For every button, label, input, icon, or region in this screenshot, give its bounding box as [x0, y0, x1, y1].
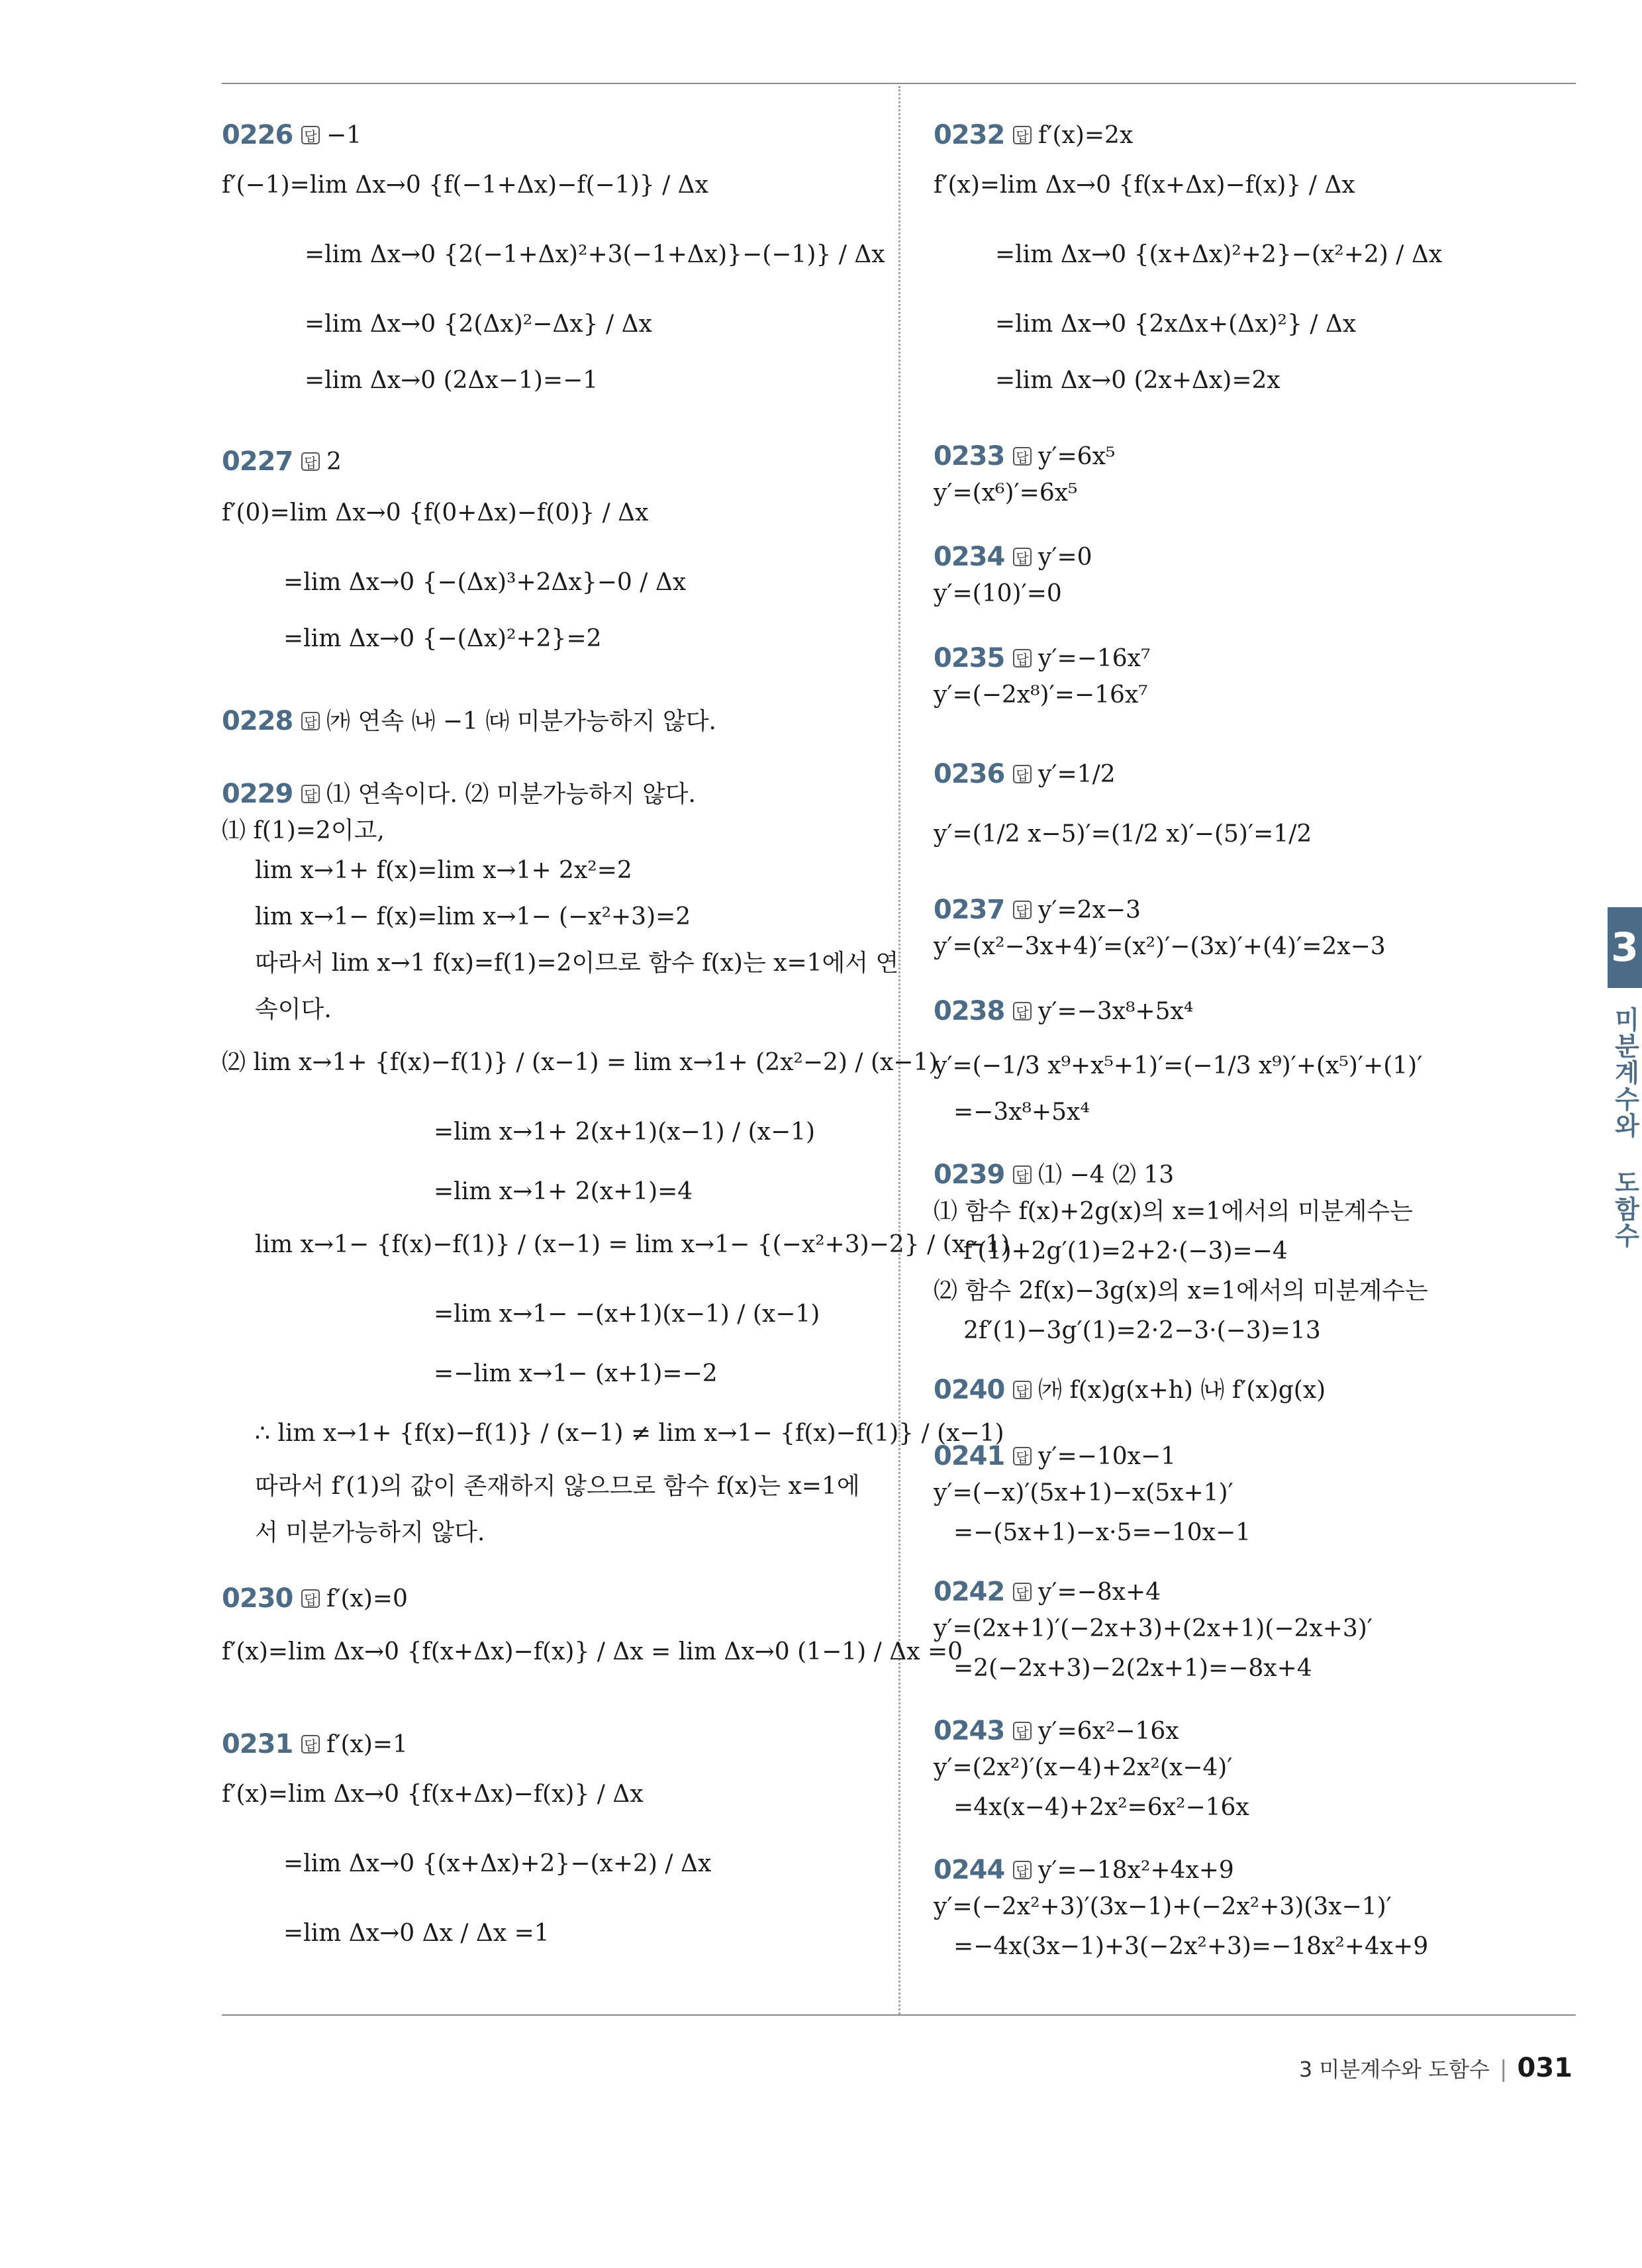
problem-number: 0243	[934, 1716, 1005, 1746]
solution-line: 속이다.	[255, 996, 332, 1023]
answer-line	[1013, 1578, 1161, 1607]
answer-badge-icon: 답	[301, 126, 320, 144]
answer-badge-icon: 답	[1013, 1381, 1032, 1399]
answer-badge-icon: 답	[301, 785, 320, 803]
answer-line	[301, 121, 362, 150]
answer-line	[301, 1730, 408, 1759]
answer-line	[1013, 1856, 1234, 1885]
footer-separator: |	[1499, 2056, 1508, 2083]
answer-line	[301, 780, 696, 809]
answer-value: y′=1/2	[1038, 761, 1116, 788]
answer-value: y′=−16x⁷	[1038, 645, 1151, 672]
problem-number: 0226	[222, 120, 293, 150]
problem-number: 0229	[222, 779, 293, 809]
answer-badge-icon: 답	[1013, 447, 1032, 466]
solution-line: =lim Δx→0 {(x+Δx)+2}−(x+2) / Δx	[283, 1850, 712, 1877]
solution-line: =2(−2x+3)−2(2x+1)=−8x+4	[953, 1655, 1312, 1682]
solution-line: 따라서 f′(1)의 값이 존재하지 않으므로 함수 f(x)는 x=1에	[255, 1473, 860, 1500]
answer-badge-icon: 답	[1013, 765, 1032, 783]
solution-line: y′=(x²−3x+4)′=(x²)′−(3x)′+(4)′=2x−3	[934, 933, 1386, 960]
problem-number: 0231	[222, 1729, 293, 1759]
answer-value: ㈎ f(x)g(x+h) ㈏ f′(x)g(x)	[1038, 1377, 1326, 1404]
solution-line: lim x→1− {f(x)−f(1)} / (x−1) = lim x→1− {(−x²+3)−2} / (x−1)	[255, 1231, 1010, 1258]
solution-line: =−(5x+1)−x·5=−10x−1	[953, 1519, 1251, 1546]
problem-number: 0238	[934, 996, 1005, 1026]
solution-line: ⑵ lim x→1+ {f(x)−f(1)} / (x−1) = lim x→1+ (2x²−2) / (x−1)	[222, 1049, 938, 1076]
solution-line: f′(x)=lim Δx→0 {f(x+Δx)−f(x)} / Δx	[934, 172, 1355, 199]
answer-value: y′=6x²−16x	[1038, 1718, 1179, 1745]
answer-value: y′=−8x+4	[1038, 1579, 1161, 1606]
answer-line	[301, 448, 342, 477]
answer-value: −1	[326, 122, 362, 149]
solution-line: =lim Δx→0 {−(Δx)²+2}=2	[283, 625, 602, 652]
answer-line	[301, 707, 716, 736]
answer-badge-icon: 답	[1013, 548, 1032, 566]
solution-line: =lim Δx→0 Δx / Δx =1	[283, 1920, 550, 1947]
problem-number: 0234	[934, 542, 1005, 572]
problem-number: 0239	[934, 1159, 1005, 1190]
solution-line: y′=(x⁶)′=6x⁵	[934, 479, 1078, 507]
problem-number: 0241	[934, 1441, 1005, 1471]
problem-number: 0227	[222, 446, 293, 477]
problem-number: 0232	[934, 120, 1005, 150]
page-footer	[1299, 2053, 1572, 2083]
answer-line	[1013, 760, 1116, 789]
solution-line: y′=(−2x²+3)′(3x−1)+(−2x²+3)(3x−1)′	[934, 1893, 1392, 1920]
solution-line: =lim Δx→0 (2Δx−1)=−1	[305, 367, 599, 394]
solution-line: =lim x→1+ 2(x+1)=4	[434, 1178, 693, 1205]
answer-badge-icon: 답	[301, 1735, 320, 1753]
answer-line	[1013, 442, 1115, 471]
answer-value: y′=2x−3	[1038, 897, 1141, 924]
solution-line: 따라서 lim x→1 f(x)=f(1)=2이므로 함수 f(x)는 x=1에서 연	[255, 950, 899, 977]
solution-line: =−4x(3x−1)+3(−2x²+3)=−18x²+4x+9	[953, 1933, 1429, 1960]
problem-number: 0240	[934, 1375, 1005, 1405]
chapter-tab: 3	[1608, 907, 1642, 988]
problem-number: 0228	[222, 706, 293, 736]
solution-line: =lim Δx→0 {(x+Δx)²+2}−(x²+2) / Δx	[995, 241, 1443, 268]
solution-line: =−lim x→1− (x+1)=−2	[434, 1360, 718, 1387]
solution-line: =4x(x−4)+2x²=6x²−16x	[953, 1794, 1249, 1821]
answer-value: ⑴ −4 ⑵ 13	[1038, 1161, 1175, 1189]
solution-line: =lim x→1− −(x+1)(x−1) / (x−1)	[434, 1301, 820, 1328]
solution-line: y′=(2x+1)′(−2x+3)+(2x+1)(−2x+3)′	[934, 1615, 1373, 1642]
solution-line: =lim x→1+ 2(x+1)(x−1) / (x−1)	[434, 1118, 816, 1146]
answer-value: ㈎ 연속 ㈏ −1 ㈐ 미분가능하지 않다.	[326, 708, 716, 735]
solution-line: ⑴ f(1)=2이고,	[222, 817, 385, 844]
answer-value: f′(x)=0	[326, 1585, 408, 1612]
solution-line: y′=(2x²)′(x−4)+2x²(x−4)′	[934, 1754, 1233, 1781]
solution-line: f′(x)=lim Δx→0 {f(x+Δx)−f(x)} / Δx	[222, 1781, 644, 1808]
answer-value: y′=−18x²+4x+9	[1038, 1857, 1234, 1884]
answer-line	[1013, 1161, 1174, 1190]
answer-line	[1013, 896, 1141, 925]
problem-number: 0236	[934, 759, 1005, 789]
answer-badge-icon: 답	[1013, 1722, 1032, 1740]
solution-line: ∴ lim x→1+ {f(x)−f(1)} / (x−1) ≠ lim x→1− {f(x)−f(1)} / (x−1)	[255, 1420, 1004, 1447]
solution-line: 서 미분가능하지 않다.	[255, 1519, 485, 1546]
answer-badge-icon: 답	[1013, 1447, 1032, 1465]
top-rule	[222, 83, 1576, 84]
answer-value: ⑴ 연속이다. ⑵ 미분가능하지 않다.	[326, 781, 696, 808]
answer-value: y′=−3x⁸+5x⁴	[1038, 998, 1194, 1025]
problem-number: 0230	[222, 1583, 293, 1614]
answer-value: f′(x)=2x	[1038, 122, 1134, 149]
problem-number: 0244	[934, 1855, 1005, 1885]
answer-line	[1013, 1376, 1326, 1405]
problem-number: 0235	[934, 643, 1005, 673]
solution-line: =lim Δx→0 {2(−1+Δx)²+3(−1+Δx)}−(−1)} / Δx	[305, 241, 885, 268]
solution-line: y′=(10)′=0	[934, 580, 1062, 607]
answer-line	[1013, 997, 1193, 1026]
answer-badge-icon: 답	[1013, 1002, 1032, 1020]
solution-line: f′(−1)=lim Δx→0 {f(−1+Δx)−f(−1)} / Δx	[222, 172, 708, 199]
solution-line: =lim Δx→0 {−(Δx)³+2Δx}−0 / Δx	[283, 569, 687, 596]
answer-value: f′(x)=1	[326, 1731, 408, 1758]
problem-number: 0237	[934, 895, 1005, 925]
solution-line: =lim Δx→0 (2x+Δx)=2x	[995, 367, 1280, 394]
solution-line: 2f′(1)−3g′(1)=2·2−3·(−3)=13	[963, 1317, 1321, 1344]
solution-line: y′=(1/2 x−5)′=(1/2 x)′−(5)′=1/2	[934, 820, 1312, 848]
solution-line: =−3x⁸+5x⁴	[953, 1099, 1090, 1126]
answer-badge-icon: 답	[1013, 126, 1032, 144]
answer-value: y′=−10x−1	[1038, 1443, 1177, 1470]
solution-line: lim x→1+ f(x)=lim x→1+ 2x²=2	[255, 857, 632, 884]
solution-line: =lim Δx→0 {2xΔx+(Δx)²} / Δx	[995, 311, 1357, 338]
answer-badge-icon: 답	[1013, 649, 1032, 667]
answer-value: 2	[326, 448, 342, 475]
problem-number: 0242	[934, 1577, 1005, 1607]
answer-badge-icon: 답	[1013, 1583, 1032, 1601]
solution-line: f′(0)=lim Δx→0 {f(0+Δx)−f(0)} / Δx	[222, 499, 649, 526]
answer-badge-icon: 답	[1013, 1861, 1032, 1879]
answer-line	[1013, 644, 1150, 673]
solution-line: ⑴ 함수 f(x)+2g(x)의 x=1에서의 미분계수는	[934, 1198, 1413, 1225]
solution-line: lim x→1− f(x)=lim x→1− (−x²+3)=2	[255, 903, 691, 930]
answer-value: y′=0	[1038, 544, 1092, 571]
solution-line: f′(x)=lim Δx→0 {f(x+Δx)−f(x)} / Δx = lim Δx→0 (1−1) / Δx =0	[222, 1638, 963, 1665]
page-number: 031	[1517, 2053, 1572, 2083]
answer-line	[1013, 543, 1092, 572]
chapter-side-title: 미분계수와 도함수	[1610, 1007, 1639, 1249]
answer-line	[1013, 1717, 1179, 1746]
solution-line: ⑵ 함수 2f(x)−3g(x)의 x=1에서의 미분계수는	[934, 1277, 1428, 1305]
solution-line: y′=(−1/3 x⁹+x⁵+1)′=(−1/3 x⁹)′+(x⁵)′+(1)′	[934, 1052, 1423, 1079]
solution-line: y′=(−x)′(5x+1)−x(5x+1)′	[934, 1479, 1233, 1506]
answer-badge-icon: 답	[1013, 901, 1032, 919]
answer-badge-icon: 답	[301, 1589, 320, 1608]
answer-line	[1013, 121, 1133, 150]
solution-line: y′=(−2x⁸)′=−16x⁷	[934, 681, 1148, 709]
solution-line: f′(1)+2g′(1)=2+2·(−3)=−4	[963, 1238, 1288, 1265]
answer-badge-icon: 답	[301, 452, 320, 471]
answer-badge-icon: 답	[1013, 1165, 1032, 1184]
problem-number: 0233	[934, 441, 1005, 471]
bottom-rule	[222, 2014, 1576, 2016]
solution-line: =lim Δx→0 {2(Δx)²−Δx} / Δx	[305, 311, 652, 338]
answer-badge-icon: 답	[301, 712, 320, 730]
footer-chapter: 3 미분계수와 도함수	[1298, 2057, 1490, 2082]
answer-line	[1013, 1442, 1176, 1471]
answer-line	[301, 1585, 408, 1614]
answer-value: y′=6x⁵	[1038, 443, 1116, 470]
